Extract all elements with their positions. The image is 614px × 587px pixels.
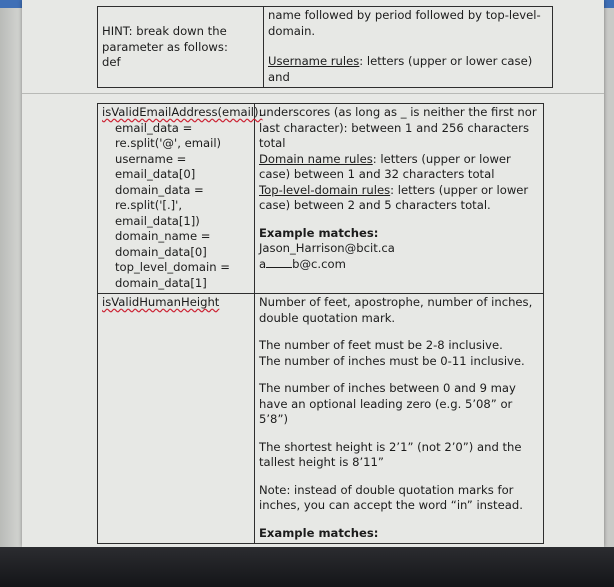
table-row — [98, 7, 553, 88]
email-rules-cell — [255, 104, 544, 294]
right-margin — [604, 8, 614, 547]
monitor-bezel — [0, 547, 614, 587]
email-example-title: Example matches: — [259, 225, 379, 240]
hint-text: HINT: break down the parameter as follows: — [102, 24, 228, 54]
email-example-2-suffix: b@c.com — [292, 256, 346, 271]
email-function-cell — [98, 104, 263, 294]
email-example-2-prefix: a — [259, 256, 267, 271]
height-paragraph: The shortest height is 2’1” (not 2’0”) and the tallest height is 8’11” — [259, 439, 522, 469]
height-example-title: Example matches: — [259, 525, 379, 540]
requirements-table-bottom — [97, 103, 544, 544]
code-line: domain_name = domain_data[0] — [115, 229, 211, 259]
domain-rules-label: Domain name rules — [259, 151, 373, 166]
code-line: email_data = re.split('@', email) — [115, 120, 222, 150]
table-row — [98, 294, 544, 544]
height-function-cell — [98, 294, 255, 544]
underscore-blank — [266, 258, 292, 268]
tld-rules — [259, 183, 539, 214]
domain-format-text: name followed by period followed by top-level-domain. — [268, 8, 541, 38]
rules-cell — [264, 7, 553, 88]
domain-rules-text: : letters (upper or lower case) between 1 and 32 characters total — [259, 151, 511, 181]
page-break-line — [22, 93, 604, 94]
requirements-table-top — [97, 6, 553, 88]
domain-rules — [259, 152, 539, 183]
username-rules — [268, 54, 548, 85]
height-paragraph: The number of feet must be 2-8 inclusive. — [259, 338, 503, 352]
email-example-1: Jason_Harrison@bcit.ca — [259, 241, 395, 255]
height-paragraph: The number of inches between 0 and 9 may have an optional leading zero (e.g. 5’08” or 5’8”) — [259, 381, 516, 426]
username-rules-text: : letters (upper or lower case) and — [268, 54, 533, 84]
hint-cell — [98, 7, 264, 88]
height-rules-cell — [255, 294, 544, 544]
def-text: def — [102, 55, 121, 69]
code-line: top_level_domain = domain_data[1] — [115, 260, 230, 290]
height-function-name: isValidHumanHeight — [102, 295, 220, 309]
username-rules-label: Username rules — [268, 54, 360, 68]
tld-rules-text: : letters (upper or lower case) between 2 and 5 characters total. — [259, 182, 529, 212]
table-row — [98, 104, 544, 294]
email-function-name: isValidEmailAddress(email): — [102, 105, 263, 119]
code-line: domain_data = re.split('[.]', email_data[1]) — [115, 182, 204, 228]
height-paragraph: Number of feet, apostrophe, number of inches, double quotation mark. — [259, 295, 533, 325]
underscore-rule: underscores (as long as _ is neither the first nor last character): between 1 and 256 characters total — [259, 105, 537, 150]
code-line: username = email_data[0] — [115, 151, 196, 181]
height-paragraph: The number of inches must be 0-11 inclusive. — [259, 353, 525, 368]
height-paragraph: Note: instead of double quotation marks for inches, you can accept the word “in” instead. — [259, 482, 523, 512]
tld-rules-label: Top-level-domain rules — [259, 182, 391, 197]
email-example-2 — [259, 257, 539, 273]
left-margin — [0, 8, 22, 547]
